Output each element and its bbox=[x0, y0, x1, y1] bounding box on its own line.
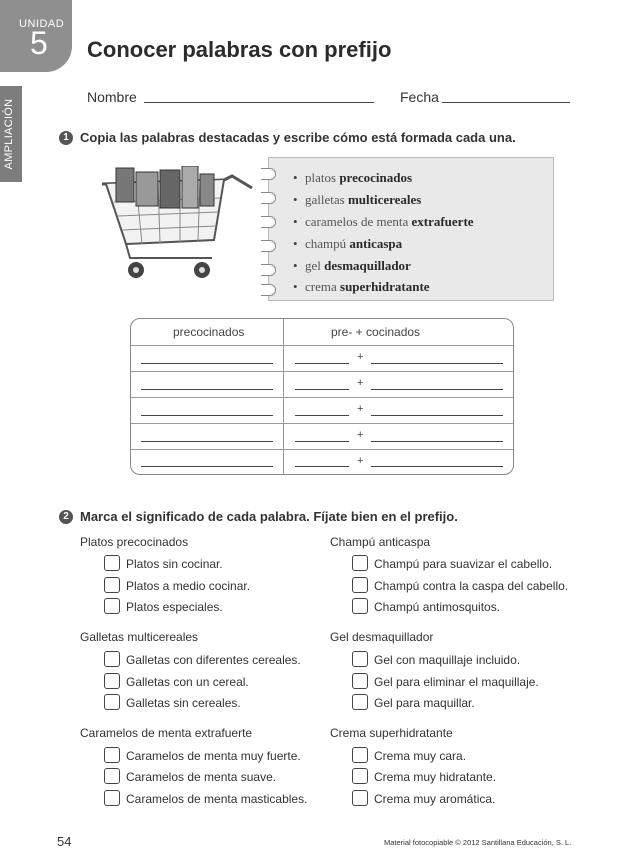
root-answer-field[interactable] bbox=[371, 389, 503, 390]
option-checkbox[interactable] bbox=[104, 555, 120, 571]
option-label: Crema muy aromática. bbox=[374, 792, 496, 806]
plus-sign: + bbox=[357, 429, 364, 441]
exercise-number: 2 bbox=[59, 510, 73, 524]
option-checkbox[interactable] bbox=[104, 651, 120, 667]
root-answer-field[interactable] bbox=[371, 466, 503, 467]
word-answer-field[interactable] bbox=[141, 363, 273, 364]
option-label: Platos sin cocinar. bbox=[126, 557, 223, 571]
option-label: Crema muy cara. bbox=[374, 749, 467, 763]
side-tab-label: AMPLIACIÓN bbox=[3, 98, 15, 170]
exercise-number: 1 bbox=[59, 131, 73, 145]
word-item: • champú anticaspa bbox=[305, 236, 402, 252]
option-checkbox[interactable] bbox=[352, 555, 368, 571]
exercise-instruction: Copia las palabras destacadas y escribe cómo está formada cada una. bbox=[80, 130, 516, 145]
word-item: • galletas multicereales bbox=[305, 192, 421, 208]
question-title: Gel desmaquillador bbox=[330, 630, 434, 644]
date-label: Fecha bbox=[400, 89, 439, 105]
option-label: Gel para eliminar el maquillaje. bbox=[374, 675, 539, 689]
copyright-notice: Material fotocopiable © 2012 Santillana Educación, S. L. bbox=[384, 838, 572, 847]
unit-label: UNIDAD bbox=[19, 18, 65, 30]
prefix-answer-field[interactable] bbox=[295, 363, 349, 364]
option-checkbox[interactable] bbox=[104, 694, 120, 710]
option-label: Champú contra la caspa del cabello. bbox=[374, 579, 569, 593]
option-label: Caramelos de menta suave. bbox=[126, 770, 277, 784]
question-title: Champú anticaspa bbox=[330, 535, 431, 549]
word-item: • gel desmaquillador bbox=[305, 258, 411, 274]
unit-number: 5 bbox=[30, 25, 48, 61]
plus-sign: + bbox=[357, 403, 364, 415]
option-label: Galletas con un cereal. bbox=[126, 675, 249, 689]
prefix-answer-field[interactable] bbox=[295, 415, 349, 416]
option-checkbox[interactable] bbox=[104, 790, 120, 806]
plus-sign: + bbox=[357, 377, 364, 389]
option-checkbox[interactable] bbox=[352, 651, 368, 667]
page-title: Conocer palabras con prefijo bbox=[87, 37, 392, 62]
exercise-instruction: Marca el significado de cada palabra. Fíjate bien en el prefijo. bbox=[80, 509, 458, 524]
question-title: Galletas multicereales bbox=[80, 630, 199, 644]
word-item: • crema superhidratante bbox=[305, 279, 430, 295]
question-title: Platos precocinados bbox=[80, 535, 189, 549]
question-title: Crema superhidratante bbox=[330, 726, 453, 740]
option-checkbox[interactable] bbox=[104, 768, 120, 784]
question-title: Caramelos de menta extrafuerte bbox=[80, 726, 253, 740]
root-answer-field[interactable] bbox=[371, 441, 503, 442]
prefix-answer-field[interactable] bbox=[295, 441, 349, 442]
plus-sign: + bbox=[357, 455, 364, 467]
option-label: Gel con maquillaje incluido. bbox=[374, 653, 521, 667]
option-label: Galletas sin cereales. bbox=[126, 696, 241, 710]
option-label: Galletas con diferentes cereales. bbox=[126, 653, 301, 667]
table-example-split: pre- + cocinados bbox=[331, 325, 421, 339]
option-label: Caramelos de menta muy fuerte. bbox=[126, 749, 301, 763]
root-answer-field[interactable] bbox=[371, 415, 503, 416]
option-label: Champú antimosquitos. bbox=[374, 600, 501, 614]
shopping-cart-icon bbox=[96, 166, 256, 286]
option-label: Crema muy hidratante. bbox=[374, 770, 497, 784]
option-checkbox[interactable] bbox=[352, 790, 368, 806]
option-checkbox[interactable] bbox=[104, 598, 120, 614]
page-number: 54 bbox=[57, 834, 72, 849]
word-item: • platos precocinados bbox=[305, 170, 412, 186]
option-checkbox[interactable] bbox=[352, 598, 368, 614]
option-checkbox[interactable] bbox=[352, 747, 368, 763]
option-label: Champú para suavizar el cabello. bbox=[374, 557, 553, 571]
word-formation-table bbox=[130, 318, 514, 475]
root-answer-field[interactable] bbox=[371, 363, 503, 364]
word-answer-field[interactable] bbox=[141, 441, 273, 442]
option-checkbox[interactable] bbox=[104, 673, 120, 689]
option-checkbox[interactable] bbox=[352, 577, 368, 593]
name-field[interactable] bbox=[144, 102, 374, 103]
word-answer-field[interactable] bbox=[141, 415, 273, 416]
option-checkbox[interactable] bbox=[352, 768, 368, 784]
word-item: • caramelos de menta extrafuerte bbox=[305, 214, 474, 230]
option-checkbox[interactable] bbox=[104, 577, 120, 593]
option-checkbox[interactable] bbox=[352, 673, 368, 689]
option-label: Gel para maquillar. bbox=[374, 696, 475, 710]
option-label: Platos especiales. bbox=[126, 600, 223, 614]
option-checkbox[interactable] bbox=[352, 694, 368, 710]
name-label: Nombre bbox=[87, 89, 137, 105]
word-answer-field[interactable] bbox=[141, 389, 273, 390]
option-checkbox[interactable] bbox=[104, 747, 120, 763]
prefix-answer-field[interactable] bbox=[295, 389, 349, 390]
word-note-box bbox=[268, 157, 554, 301]
table-example-word: precocinados bbox=[173, 325, 245, 339]
date-field[interactable] bbox=[442, 102, 570, 103]
plus-sign: + bbox=[357, 351, 364, 363]
prefix-answer-field[interactable] bbox=[295, 466, 349, 467]
word-answer-field[interactable] bbox=[141, 466, 273, 467]
option-label: Platos a medio cocinar. bbox=[126, 579, 251, 593]
option-label: Caramelos de menta masticables. bbox=[126, 792, 308, 806]
